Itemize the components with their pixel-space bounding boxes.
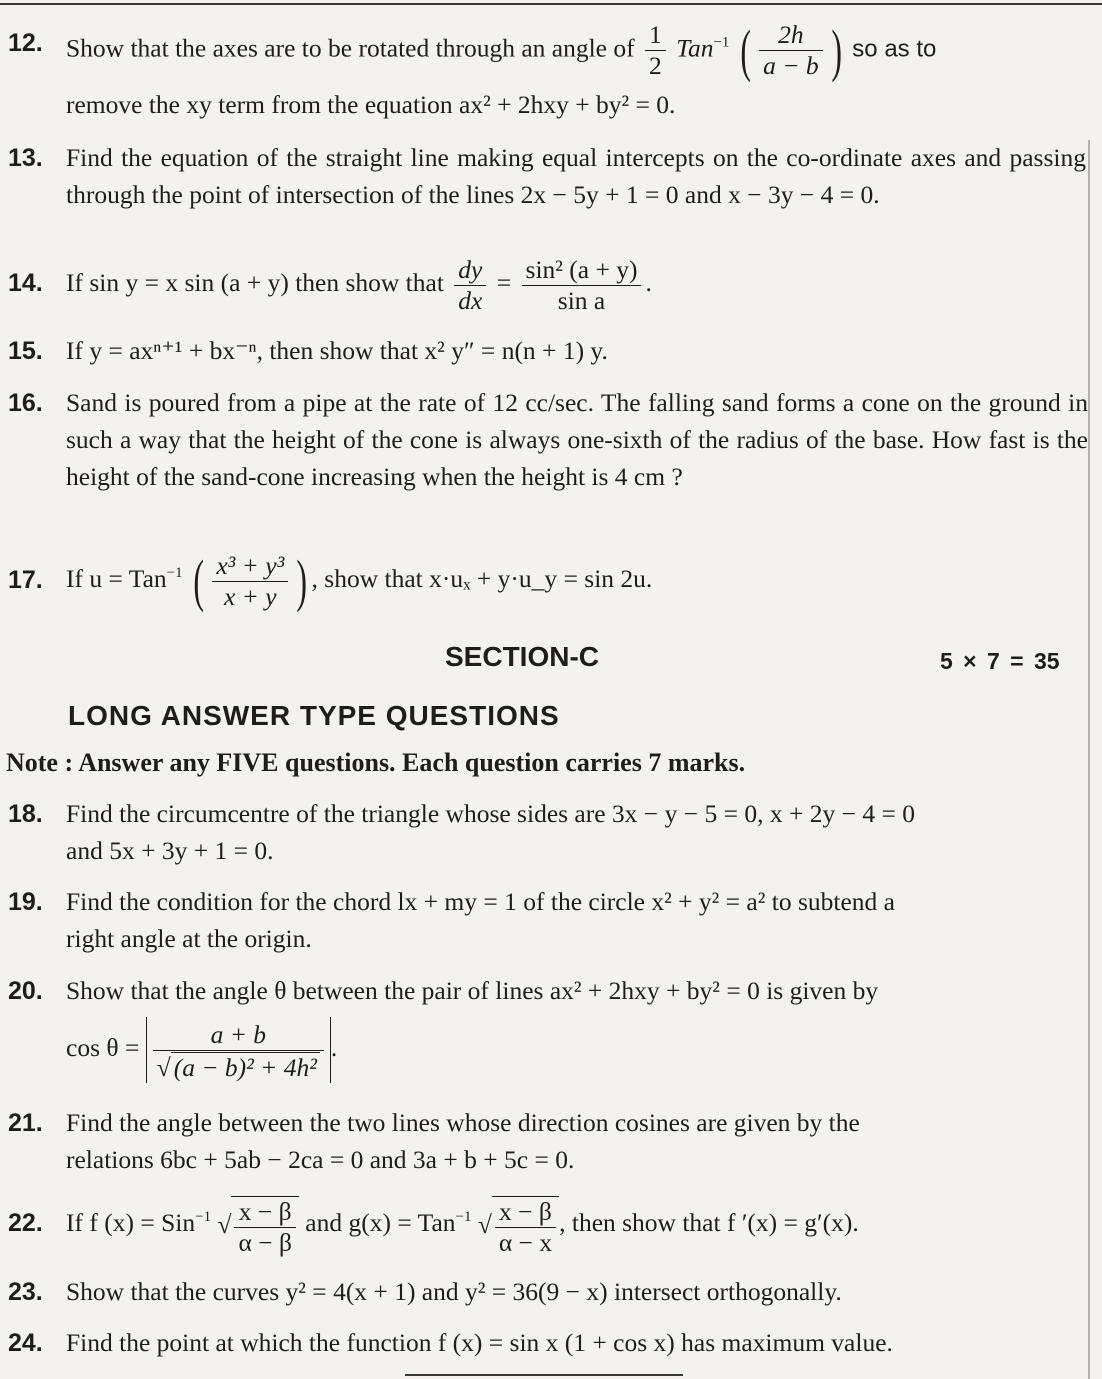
question-text: If f (x) = Sin <box>66 1208 196 1237</box>
question-text: Sand is poured from a pipe at the rate of 12 cc/sec. The falling sand forms a cone on the ground in such a way that the height of the cone is always one-sixth of the radius of the base. How fast is the height of the sand-cone increasing when the height is 4 cm ? <box>66 388 1088 491</box>
fraction: $\frac{dy}{dx}$ <box>454 255 486 316</box>
question-text-line: Find the angle between the two lines whose direction cosines are given by the <box>66 1108 860 1137</box>
question-number: 21. <box>8 1109 43 1137</box>
section-subtitle: LONG ANSWER TYPE QUESTIONS <box>68 700 560 731</box>
absolute-value: $\frac{a + b}{\text{√ (a − b)² + 4h²}}$ <box>146 1017 331 1084</box>
question-number: 13. <box>8 144 43 172</box>
question-number: 19. <box>8 888 43 916</box>
question-text-line: remove the xy term from the equation ax² + 2hxy + by² = 0. <box>66 90 676 119</box>
question-number: 15. <box>8 337 43 365</box>
question-text-line: relations 6bc + 5ab − 2ca = 0 and 3a + b + 5c = 0. <box>66 1145 575 1174</box>
top-rule <box>0 3 1102 5</box>
fraction: $\frac{1}{2}$ <box>645 20 666 81</box>
question-text-line: and 5x + 3y + 1 = 0. <box>66 836 274 865</box>
question-number: 18. <box>8 800 43 828</box>
end-rule <box>405 1374 683 1376</box>
question-number: 14. <box>8 269 43 297</box>
question-number: 12. <box>8 29 43 57</box>
question-text: Find the equation of the straight line making equal intercepts on the co-ordinate axes and passing through the point of intersection of the lines 2x − 5y + 1 = 0 and x − 3y − 4 = 0. <box>66 143 1086 209</box>
fraction: $\frac{2h}{a - b}$ <box>759 20 822 81</box>
question-text: If u = Tan <box>66 564 167 593</box>
question-text-line: Find the condition for the chord lx + my = 1 of the circle x² + y² = a² to subtend a <box>66 887 895 916</box>
question-text: Show that the curves y² = 4(x + 1) and y² = 36(9 − x) intersect orthogonally. <box>66 1277 842 1306</box>
fraction: $\frac{\text{sin² (a + y)}}{\text{sin a}}$ <box>522 255 642 316</box>
question-number: 24. <box>8 1329 43 1357</box>
section-note: Note : Answer any FIVE questions. Each question carries 7 marks. <box>6 748 746 777</box>
fraction: $\frac{\text{x³ + y³}}{x + y}$ <box>212 551 288 612</box>
question-text: If sin y = x sin (a + y) then show that <box>66 268 444 297</box>
question-text: Find the point at which the function f (x) = sin x (1 + cos x) has maximum value. <box>66 1328 893 1357</box>
exam-page: 12. Show that the axes are to be rotated through an angle of $\frac{1}{2}$ Tan$^{-1}$ ( $\frac{2h}{a - b}$ ) so as to remove the xy term from the equation ax² + 2hxy + by² = 0. 13. Find the equation of the straight line making equal intercepts on the co-ordinate axes and passing through the point of intersection of the lines 2x − 5y + 1 = 0 and x − 3y − 4 = 0. 14. If sin y = x sin (a + y) then show that $\frac{dy}{dx}$ = $\frac{\text{sin² (a + y)}}{\text{sin a}}$ . 15. If y = axⁿ⁺¹ + bx⁻ⁿ, then show that x² y″ = n(n + 1) y. 16. Sand is poured from a pipe at the rate of 12 cc/sec. The falling sand forms a cone on the ground in such a way that the height of the cone is always one-sixth of the radius of the base. How fast is the height of the sand-cone increasing when the height is 4 cm ? 17. If u = Tan$^{-1}$ ( $\frac{\text{x³ + y³}}{x + y}$ ) , show that x·uₓ + y·u_y = sin 2u. SECTION-C 5 × 7 = 35 LONG ANSWER TYPE QUESTIONS Note : Answer any FIVE questions. Each question carries 7 marks. 18. Find the circumcentre of the triangle whose sides are 3x − y − 5 = 0, x + 2y − 4 = 0 and 5x + 3y + 1 = 0. 19. Find the condition for the chord lx + my = 1 of the circle x² + y² = a² to subtend a right angle at the origin. 20. Show that the angle θ between the pair of lines ax² + 2hxy + by² = 0 is given by cos θ = $\frac{a + b}{\text{√ (a − b)² + 4h²}}$ . 21. Find the angle between the two lines whose direction cosines are given by the relations 6bc + 5ab − 2ca = 0 and 3a + b + 5c = 0. 22. If f (x) = Sin$^{-1}$ √ $\frac{x - \beta}{\alpha - \beta}$ and g(x) = Tan$^{-1}$ √ $\frac{x - \beta}{\alpha - x}$ , then show that f ′(x) = g′(x). 23. Show that the curves y² = 4(x + 1) and y² = 36(9 − x) intersect orthogonally. 24. Find the point at which the function f (x) = sin x (1 + cos x) has maximum value. <box>0 0 1102 1379</box>
question-text: If y = axⁿ⁺¹ + bx⁻ⁿ, then show that x² y″ = n(n + 1) y. <box>66 336 608 365</box>
section-title: SECTION-C <box>445 641 599 672</box>
question-number: 17. <box>8 566 43 594</box>
question-number: 23. <box>8 1278 43 1306</box>
question-number: 20. <box>8 977 43 1005</box>
question-text: Show that the axes are to be rotated through an angle of <box>66 33 635 63</box>
question-number: 16. <box>8 389 43 417</box>
question-text-line: right angle at the origin. <box>66 924 312 953</box>
right-margin-rule <box>1088 140 1090 1379</box>
question-text-line: Find the circumcentre of the triangle whose sides are 3x − y − 5 = 0, x + 2y − 4 = 0 <box>66 799 915 828</box>
question-text-line: Show that the angle θ between the pair of lines ax² + 2hxy + by² = 0 is given by <box>66 976 879 1005</box>
question-number: 22. <box>8 1209 43 1237</box>
section-marks: 5 × 7 = 35 <box>940 648 1060 674</box>
